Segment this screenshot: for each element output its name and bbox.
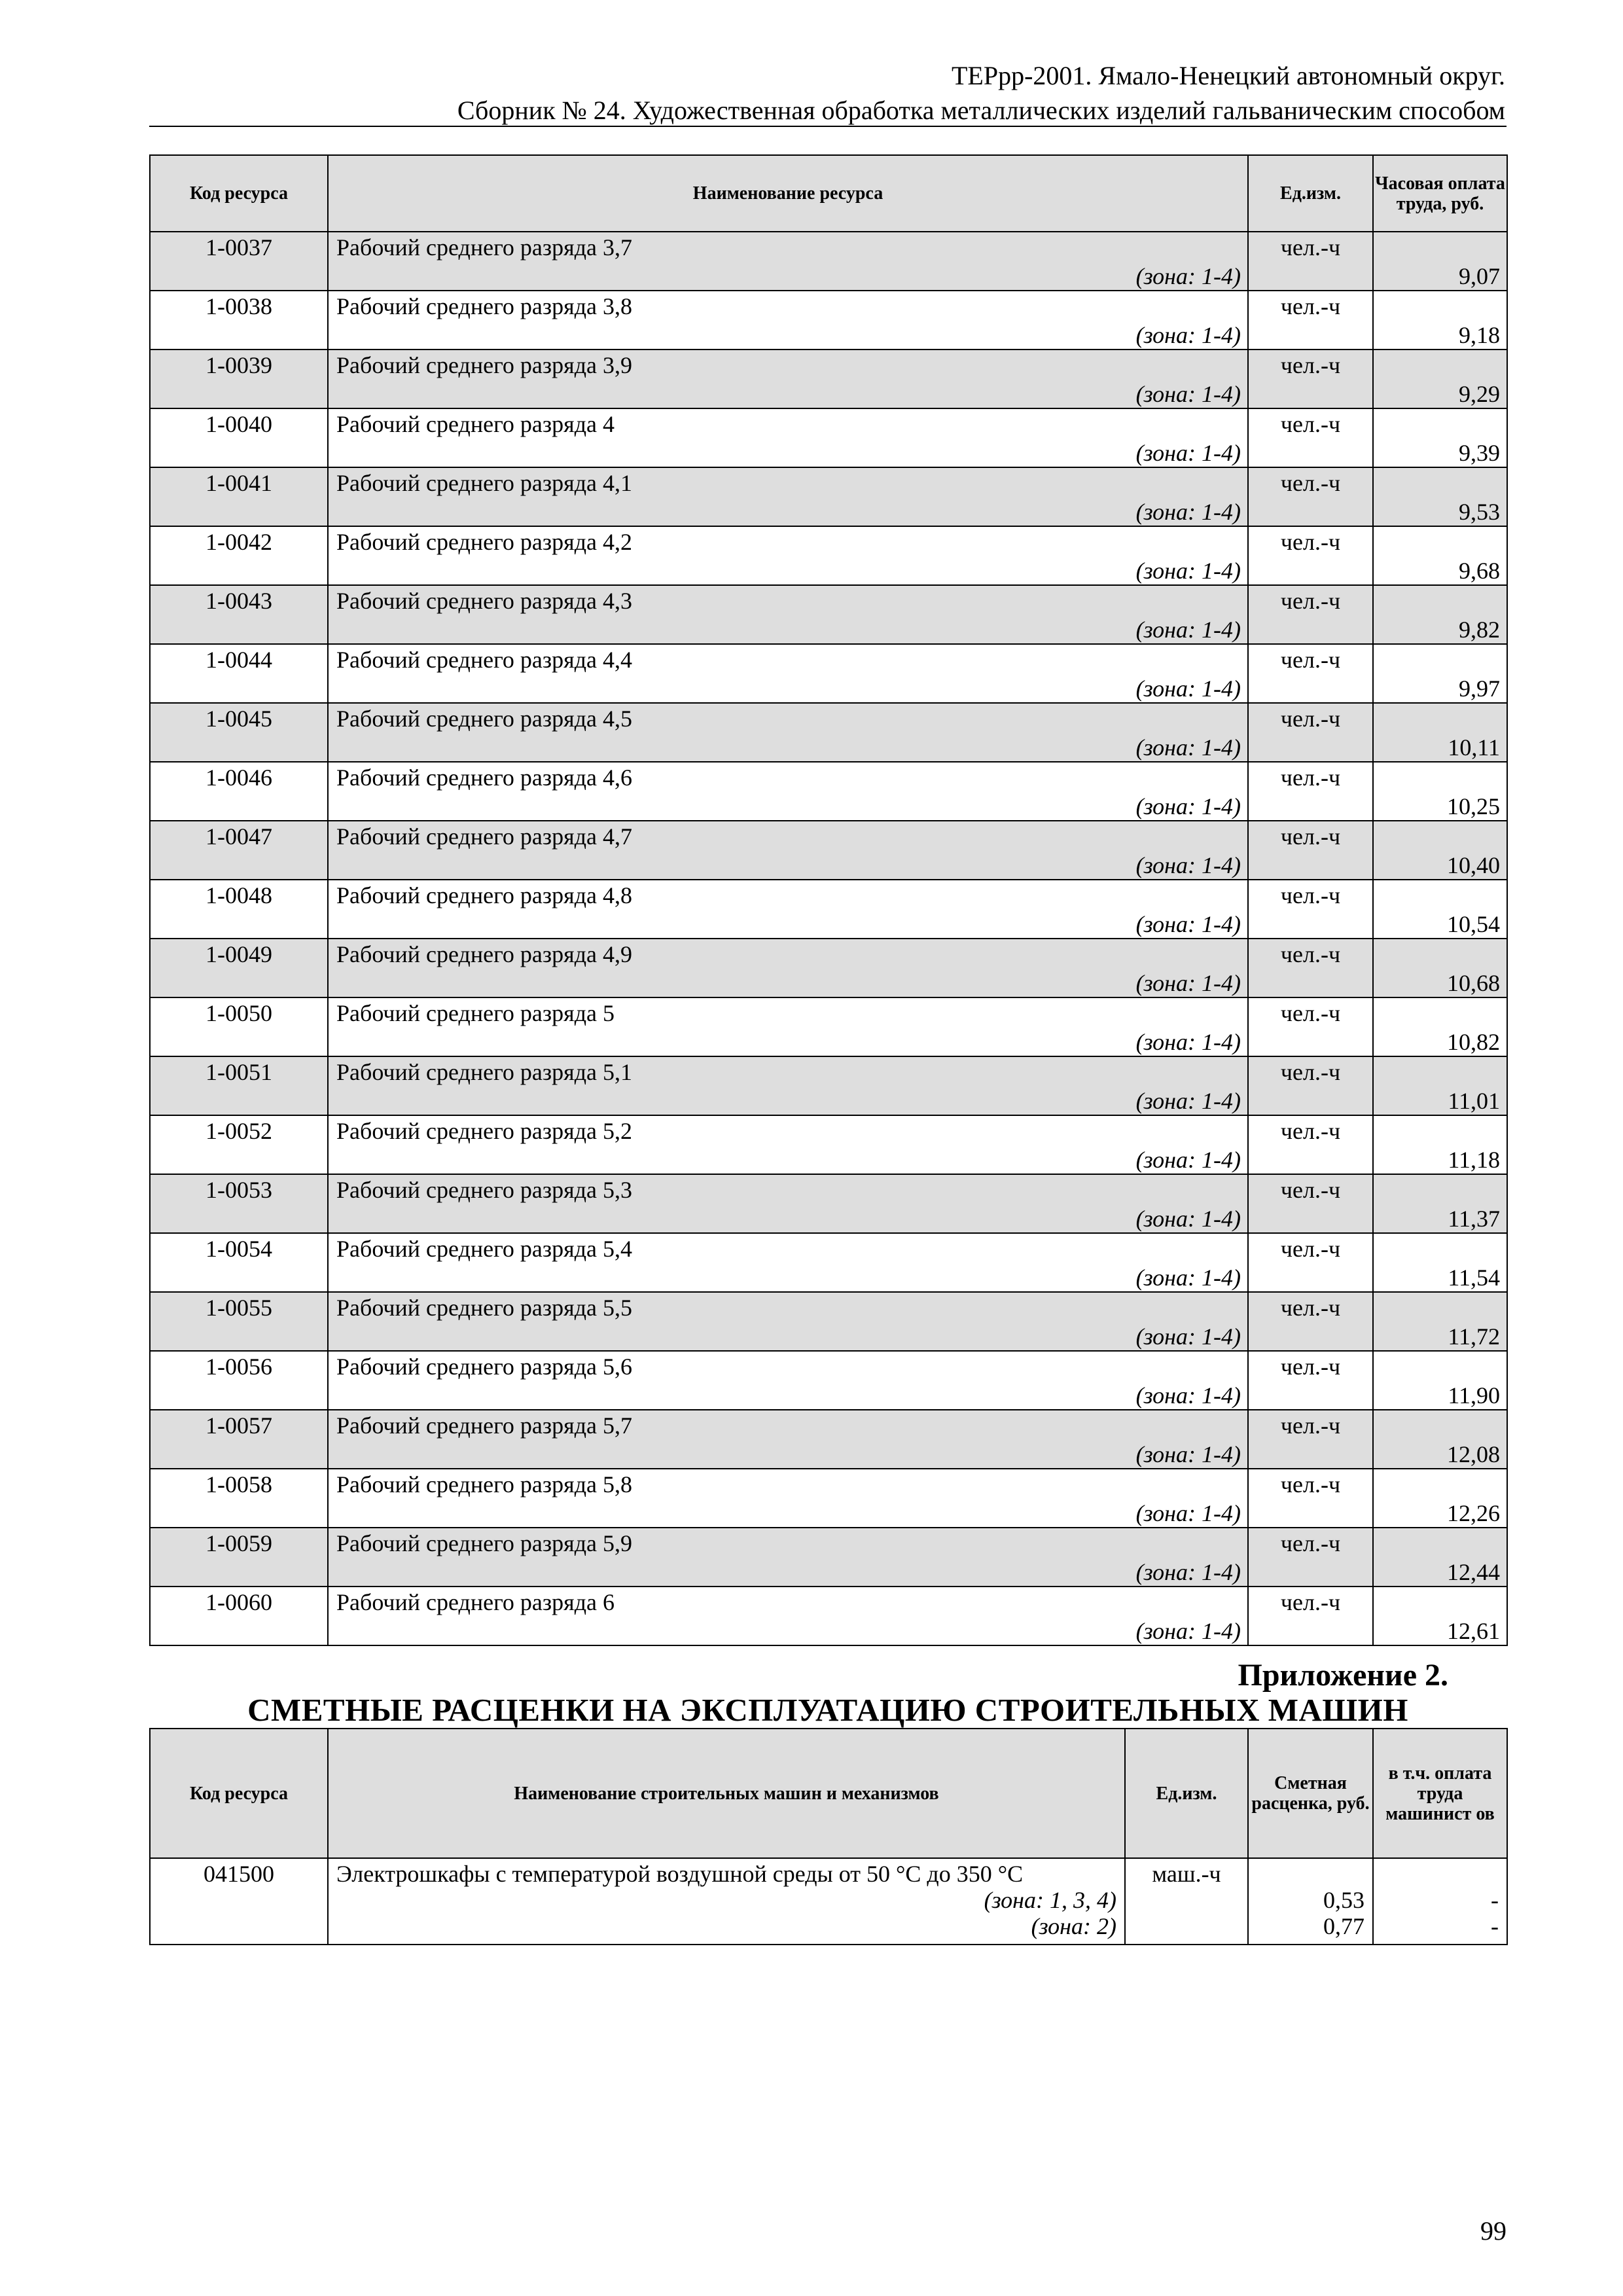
table-row	[150, 1174, 1507, 1233]
resource-name: Рабочий среднего разряда 5,4	[336, 1236, 632, 1262]
zone-label: (зона: 1-4)	[1135, 558, 1241, 584]
hourly-pay-cell	[1373, 408, 1507, 467]
resource-name: Рабочий среднего разряда 4,2	[336, 529, 632, 555]
zone-label: (зона: 1-4)	[1135, 440, 1241, 466]
appendix-title: СМЕТНЫЕ РАСЦЕНКИ НА ЭКСПЛУАТАЦИЮ СТРОИТЕЛЬНЫХ МАШИН	[247, 1692, 1408, 1728]
col-header-name: Наименование ресурса	[328, 155, 1248, 232]
hourly-pay-cell	[1373, 1233, 1507, 1292]
hourly-pay: 10,11	[1448, 734, 1500, 761]
zone-label: (зона: 1-4)	[1135, 1206, 1241, 1232]
table-row	[150, 467, 1507, 526]
resource-code: 1-0052	[150, 1115, 328, 1174]
table-row	[150, 1233, 1507, 1292]
col-header-estimated-price: Сметная расценка, руб.	[1248, 1729, 1373, 1858]
hourly-pay-cell	[1373, 703, 1507, 762]
hourly-pay-cell	[1373, 467, 1507, 526]
hourly-pay-cell	[1373, 644, 1507, 703]
hourly-pay: 11,18	[1448, 1147, 1500, 1173]
col-header-code: Код ресурса	[150, 1729, 328, 1858]
hourly-pay-cell	[1373, 1410, 1507, 1469]
hourly-pay: 9,53	[1459, 499, 1500, 525]
unit: чел.-ч	[1248, 1115, 1373, 1174]
hourly-pay-cell	[1373, 880, 1507, 939]
zone-label: (зона: 1-4)	[1135, 911, 1241, 937]
hourly-pay: 11,72	[1448, 1323, 1500, 1350]
table-row	[150, 1587, 1507, 1645]
labor-rates-table	[149, 154, 1508, 1646]
zone-label: (зона: 1-4)	[1135, 1441, 1241, 1467]
resource-name: Рабочий среднего разряда 4,8	[336, 882, 632, 908]
zone-label: (зона: 1-4)	[1135, 1147, 1241, 1173]
resource-name-cell	[328, 703, 1248, 762]
resource-name: Рабочий среднего разряда 4,3	[336, 588, 632, 614]
table-row	[150, 644, 1507, 703]
table-row	[150, 1469, 1507, 1528]
hourly-pay: 9,97	[1459, 675, 1500, 702]
table-row	[150, 939, 1507, 997]
unit: чел.-ч	[1248, 644, 1373, 703]
page-number: 99	[1480, 2216, 1507, 2246]
resource-name-cell	[328, 821, 1248, 880]
table-row	[150, 1858, 1507, 1945]
resource-code: 1-0057	[150, 1410, 328, 1469]
resource-code: 1-0041	[150, 467, 328, 526]
resource-name-cell	[328, 408, 1248, 467]
zone-label: (зона: 1-4)	[1135, 1265, 1241, 1291]
resource-name-cell	[328, 467, 1248, 526]
unit: чел.-ч	[1248, 1587, 1373, 1645]
zone-label: (зона: 1-4)	[1135, 499, 1241, 525]
hourly-pay: 12,26	[1447, 1500, 1500, 1526]
hourly-pay: 12,61	[1447, 1618, 1500, 1644]
zone-label: (зона: 1-4)	[1135, 734, 1241, 761]
table-row	[150, 1056, 1507, 1115]
col-header-unit: Ед.изм.	[1125, 1729, 1248, 1858]
hourly-pay: 10,82	[1447, 1029, 1500, 1055]
unit: чел.-ч	[1248, 762, 1373, 821]
resource-name-cell	[328, 232, 1248, 291]
hourly-pay-cell	[1373, 939, 1507, 997]
hourly-pay: 11,01	[1448, 1088, 1500, 1114]
estimated-price: 0,53	[1323, 1887, 1364, 1913]
resource-code: 1-0045	[150, 703, 328, 762]
resource-code: 1-0060	[150, 1587, 328, 1645]
unit: чел.-ч	[1248, 232, 1373, 291]
hourly-pay-cell	[1373, 350, 1507, 408]
hourly-pay-cell	[1373, 291, 1507, 350]
machine-name-cell	[328, 1858, 1125, 1945]
running-header-collection: Сборник № 24. Художественная обработка металлических изделий гальваническим способом	[457, 96, 1505, 125]
hourly-pay-cell	[1373, 1056, 1507, 1115]
hourly-pay-cell	[1373, 1351, 1507, 1410]
header-divider	[149, 126, 1507, 127]
unit: чел.-ч	[1248, 880, 1373, 939]
resource-name: Рабочий среднего разряда 4,6	[336, 764, 632, 791]
resource-name: Рабочий среднего разряда 3,7	[336, 234, 632, 260]
resource-name-cell	[328, 1292, 1248, 1351]
machine-name: Электрошкафы с температурой воздушной среды от 50 °С до 350 °С	[336, 1861, 1024, 1887]
hourly-pay: 9,39	[1459, 440, 1500, 466]
hourly-pay: 12,44	[1447, 1559, 1500, 1585]
resource-name: Рабочий среднего разряда 4,4	[336, 647, 632, 673]
resource-name: Рабочий среднего разряда 5	[336, 1000, 615, 1026]
table-row	[150, 585, 1507, 644]
resource-code: 1-0048	[150, 880, 328, 939]
zone-label: (зона: 1-4)	[1135, 1618, 1241, 1644]
hourly-pay-cell	[1373, 1174, 1507, 1233]
resource-name: Рабочий среднего разряда 4,7	[336, 823, 632, 850]
resource-code: 1-0044	[150, 644, 328, 703]
resource-name-cell	[328, 1174, 1248, 1233]
resource-code: 1-0043	[150, 585, 328, 644]
resource-name-cell	[328, 1587, 1248, 1645]
zone-label: (зона: 1-4)	[1135, 793, 1241, 819]
resource-code: 1-0046	[150, 762, 328, 821]
col-header-code: Код ресурса	[150, 155, 328, 232]
table-row	[150, 408, 1507, 467]
hourly-pay-cell	[1373, 762, 1507, 821]
running-header-title: ТЕРрр-2001. Ямало-Ненецкий автономный округ.	[951, 61, 1505, 90]
resource-code: 1-0056	[150, 1351, 328, 1410]
zone-label: (зона: 1-4)	[1135, 1500, 1241, 1526]
table-row	[150, 1292, 1507, 1351]
unit: чел.-ч	[1248, 1528, 1373, 1587]
estimated-price: 0,77	[1323, 1913, 1364, 1939]
unit: чел.-ч	[1248, 997, 1373, 1056]
zone-label: (зона: 1-4)	[1135, 617, 1241, 643]
table-row	[150, 232, 1507, 291]
unit: чел.-ч	[1248, 1174, 1373, 1233]
resource-name: Рабочий среднего разряда 5,8	[336, 1471, 632, 1498]
resource-code: 1-0040	[150, 408, 328, 467]
resource-name-cell	[328, 644, 1248, 703]
unit: чел.-ч	[1248, 408, 1373, 467]
resource-name-cell	[328, 997, 1248, 1056]
resource-code: 1-0051	[150, 1056, 328, 1115]
table-row	[150, 1351, 1507, 1410]
unit: чел.-ч	[1248, 291, 1373, 350]
resource-name: Рабочий среднего разряда 3,9	[336, 352, 632, 378]
hourly-pay: 10,25	[1447, 793, 1500, 819]
unit: чел.-ч	[1248, 1351, 1373, 1410]
resource-name-cell	[328, 526, 1248, 585]
resource-name: Рабочий среднего разряда 4,5	[336, 706, 632, 732]
zone-label: (зона: 1-4)	[1135, 675, 1241, 702]
unit: чел.-ч	[1248, 939, 1373, 997]
resource-code: 1-0049	[150, 939, 328, 997]
zone-label: (зона: 1-4)	[1135, 970, 1241, 996]
zone-label: (зона: 1-4)	[1135, 852, 1241, 878]
hourly-pay-cell	[1373, 821, 1507, 880]
table-header-row	[150, 155, 1507, 232]
resource-code: 041500	[150, 1858, 328, 1945]
resource-name-cell	[328, 585, 1248, 644]
hourly-pay-cell	[1373, 1528, 1507, 1587]
col-header-operator-pay: в т.ч. оплата труда машинист ов	[1373, 1729, 1507, 1858]
resource-name-cell	[328, 762, 1248, 821]
zone-label: (зона: 1-4)	[1135, 322, 1241, 348]
resource-name-cell	[328, 880, 1248, 939]
resource-name: Рабочий среднего разряда 6	[336, 1589, 615, 1615]
zone-label: (зона: 1-4)	[1135, 1323, 1241, 1350]
hourly-pay: 11,37	[1448, 1206, 1500, 1232]
unit: чел.-ч	[1248, 585, 1373, 644]
hourly-pay: 10,54	[1447, 911, 1500, 937]
operator-pay: -	[1491, 1887, 1499, 1913]
table-row	[150, 997, 1507, 1056]
zone-label: (зона: 1-4)	[1135, 1088, 1241, 1114]
zone-label: (зона: 1, 3, 4)	[984, 1887, 1116, 1913]
hourly-pay-cell	[1373, 526, 1507, 585]
table-row	[150, 1410, 1507, 1469]
hourly-pay-cell	[1373, 1115, 1507, 1174]
table-row	[150, 821, 1507, 880]
estimated-price-cell	[1248, 1858, 1373, 1945]
resource-code: 1-0055	[150, 1292, 328, 1351]
resource-name-cell	[328, 1469, 1248, 1528]
table-row	[150, 350, 1507, 408]
hourly-pay-cell	[1373, 1587, 1507, 1645]
hourly-pay: 11,90	[1448, 1382, 1500, 1408]
hourly-pay-cell	[1373, 1469, 1507, 1528]
resource-name: Рабочий среднего разряда 5,6	[336, 1354, 632, 1380]
col-header-unit: Ед.изм.	[1248, 155, 1373, 232]
resource-name-cell	[328, 291, 1248, 350]
unit: чел.-ч	[1248, 467, 1373, 526]
resource-name-cell	[328, 1528, 1248, 1587]
hourly-pay: 9,29	[1459, 381, 1500, 407]
resource-code: 1-0038	[150, 291, 328, 350]
table-row	[150, 1528, 1507, 1587]
resource-name: Рабочий среднего разряда 3,8	[336, 293, 632, 319]
resource-name-cell	[328, 1233, 1248, 1292]
col-header-hourly-pay: Часовая оплата труда, руб.	[1373, 155, 1507, 232]
resource-code: 1-0054	[150, 1233, 328, 1292]
zone-label: (зона: 1-4)	[1135, 1382, 1241, 1408]
appendix-label: Приложение 2.	[1238, 1658, 1448, 1693]
hourly-pay-cell	[1373, 997, 1507, 1056]
resource-name-cell	[328, 1056, 1248, 1115]
resource-name: Рабочий среднего разряда 4	[336, 411, 615, 437]
table-row	[150, 703, 1507, 762]
operator-pay: -	[1491, 1913, 1499, 1939]
unit: маш.-ч	[1125, 1858, 1248, 1945]
table-row	[150, 1115, 1507, 1174]
unit: чел.-ч	[1248, 703, 1373, 762]
hourly-pay: 9,18	[1459, 322, 1500, 348]
resource-code: 1-0059	[150, 1528, 328, 1587]
table-header-row	[150, 1729, 1507, 1858]
resource-name-cell	[328, 1351, 1248, 1410]
hourly-pay: 9,68	[1459, 558, 1500, 584]
resource-code: 1-0042	[150, 526, 328, 585]
unit: чел.-ч	[1248, 526, 1373, 585]
resource-name-cell	[328, 1410, 1248, 1469]
zone-label: (зона: 1-4)	[1135, 381, 1241, 407]
resource-name: Рабочий среднего разряда 5,1	[336, 1059, 632, 1085]
unit: чел.-ч	[1248, 821, 1373, 880]
zone-label: (зона: 2)	[1031, 1913, 1116, 1939]
hourly-pay: 9,07	[1459, 263, 1500, 289]
table-row	[150, 880, 1507, 939]
machine-rates-table	[149, 1728, 1508, 1945]
col-header-machine-name: Наименование строительных машин и механизмов	[328, 1729, 1125, 1858]
table-row	[150, 291, 1507, 350]
resource-code: 1-0058	[150, 1469, 328, 1528]
resource-name-cell	[328, 939, 1248, 997]
resource-code: 1-0050	[150, 997, 328, 1056]
resource-name: Рабочий среднего разряда 5,9	[336, 1530, 632, 1556]
hourly-pay-cell	[1373, 232, 1507, 291]
resource-code: 1-0037	[150, 232, 328, 291]
unit: чел.-ч	[1248, 1469, 1373, 1528]
resource-name: Рабочий среднего разряда 5,7	[336, 1412, 632, 1439]
resource-name: Рабочий среднего разряда 4,1	[336, 470, 632, 496]
resource-name-cell	[328, 350, 1248, 408]
resource-code: 1-0053	[150, 1174, 328, 1233]
zone-label: (зона: 1-4)	[1135, 1559, 1241, 1585]
hourly-pay: 10,40	[1447, 852, 1500, 878]
unit: чел.-ч	[1248, 1292, 1373, 1351]
unit: чел.-ч	[1248, 350, 1373, 408]
resource-name: Рабочий среднего разряда 5,5	[336, 1295, 632, 1321]
hourly-pay: 10,68	[1447, 970, 1500, 996]
hourly-pay-cell	[1373, 585, 1507, 644]
hourly-pay: 12,08	[1447, 1441, 1500, 1467]
zone-label: (зона: 1-4)	[1135, 263, 1241, 289]
hourly-pay: 9,82	[1459, 617, 1500, 643]
operator-pay-cell	[1373, 1858, 1507, 1945]
resource-name: Рабочий среднего разряда 5,2	[336, 1118, 632, 1144]
resource-name: Рабочий среднего разряда 5,3	[336, 1177, 632, 1203]
hourly-pay: 11,54	[1448, 1265, 1500, 1291]
zone-label: (зона: 1-4)	[1135, 1029, 1241, 1055]
resource-name-cell	[328, 1115, 1248, 1174]
resource-name: Рабочий среднего разряда 4,9	[336, 941, 632, 967]
unit: чел.-ч	[1248, 1410, 1373, 1469]
labor-rates-body	[150, 232, 1507, 1645]
unit: чел.-ч	[1248, 1056, 1373, 1115]
hourly-pay-cell	[1373, 1292, 1507, 1351]
resource-code: 1-0039	[150, 350, 328, 408]
unit: чел.-ч	[1248, 1233, 1373, 1292]
table-row	[150, 762, 1507, 821]
resource-code: 1-0047	[150, 821, 328, 880]
table-row	[150, 526, 1507, 585]
